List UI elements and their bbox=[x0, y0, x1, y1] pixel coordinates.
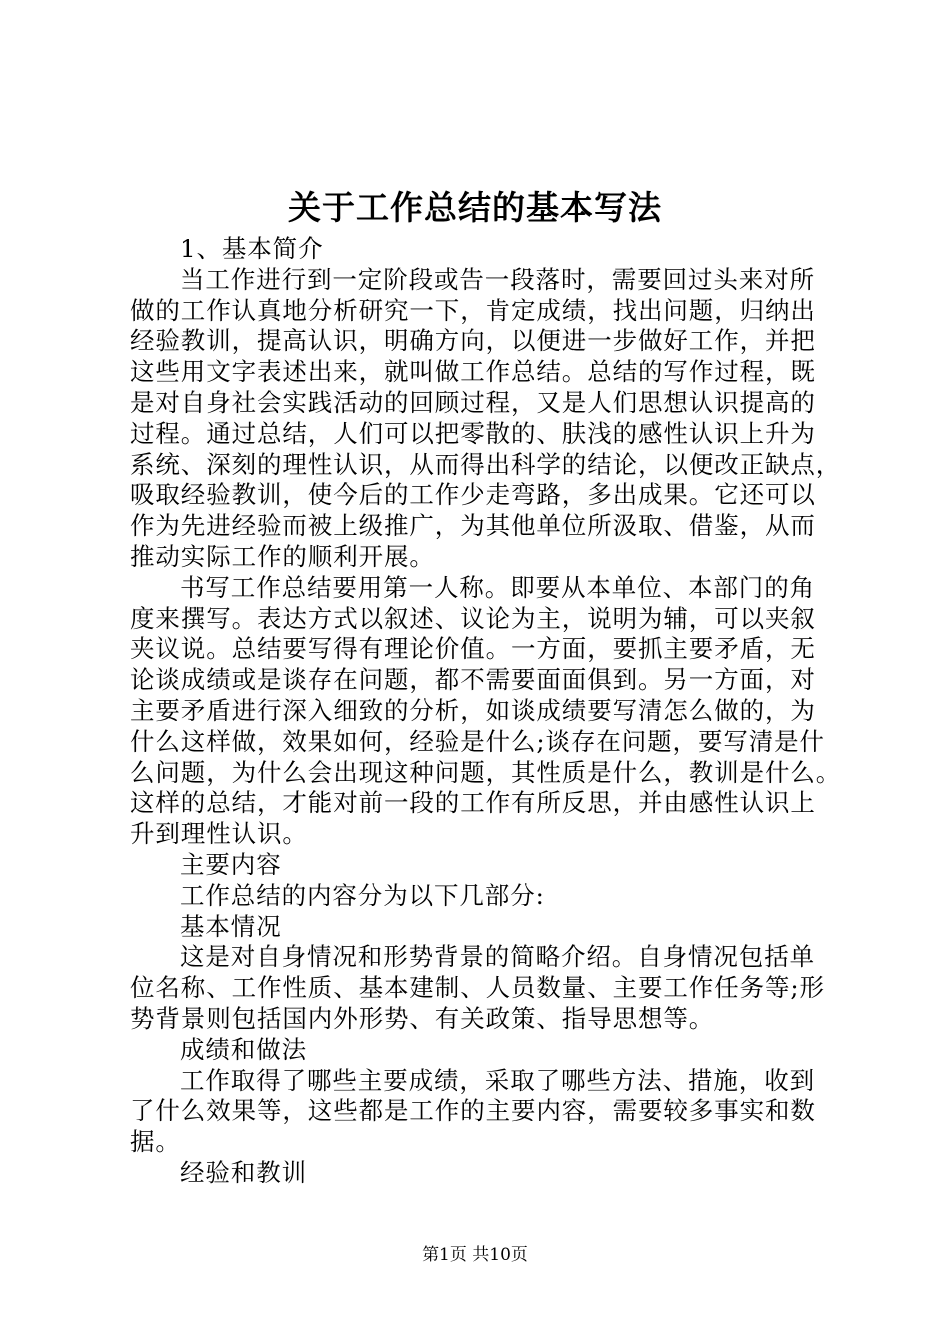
text-line: 系统、深刻的理性认识，从而得出科学的结论，以便改正缺点， bbox=[130, 449, 842, 479]
text-line: 做的工作认真地分析研究一下，肯定成绩，找出问题，归纳出 bbox=[130, 295, 816, 325]
text-line: 当工作进行到一定阶段或告一段落时，需要回过头来对所 bbox=[180, 264, 815, 294]
text-line: 1、基本简介 bbox=[180, 234, 324, 263]
text-line: 夹议说。总结要写得有理论价值。一方面，要抓主要矛盾，无 bbox=[130, 634, 816, 664]
text-line: 作为先进经验而被上级推广，为其他单位所汲取、借鉴，从而 bbox=[130, 511, 816, 541]
text-line: 升到理性认识。 bbox=[130, 819, 308, 849]
page-footer: 第1页 共10页 bbox=[422, 1245, 528, 1265]
text-line: 工作取得了哪些主要成绩，采取了哪些方法、措施，收到 bbox=[180, 1065, 815, 1095]
document-body bbox=[130, 234, 842, 1189]
text-line: 经验教训，提高认识，明确方向，以便进一步做好工作，并把 bbox=[130, 326, 816, 356]
text-line: 吸取经验教训，使今后的工作少走弯路，多出成果。它还可以 bbox=[130, 480, 816, 510]
text-line: 主要矛盾进行深入细致的分析，如谈成绩要写清怎么做的，为 bbox=[130, 695, 816, 725]
text-line: 什么这样做，效果如何，经验是什么;谈存在问题，要写清是什 bbox=[130, 726, 825, 756]
text-line: 论谈成绩或是谈存在问题，都不需要面面俱到。另一方面，对 bbox=[130, 665, 816, 695]
text-line: 过程。通过总结，人们可以把零散的、肤浅的感性认识上升为 bbox=[130, 418, 816, 448]
text-line: 基本情况 bbox=[180, 911, 282, 941]
text-line: 据。 bbox=[130, 1127, 181, 1157]
text-line: 经验和教训 bbox=[180, 1157, 307, 1187]
text-line: 成绩和做法 bbox=[180, 1034, 307, 1064]
text-line: 主要内容 bbox=[180, 849, 282, 879]
text-line: 了什么效果等，这些都是工作的主要内容，需要较多事实和数 bbox=[130, 1096, 816, 1126]
text-line: 工作总结的内容分为以下几部分: bbox=[180, 880, 545, 910]
text-line: 这是对自身情况和形势背景的简略介绍。自身情况包括单 bbox=[180, 942, 815, 972]
text-line: 推动实际工作的顺利开展。 bbox=[130, 541, 435, 571]
text-line: 是对自身社会实践活动的回顾过程，又是人们思想认识提高的 bbox=[130, 387, 816, 417]
text-line: 位名称、工作性质、基本建制、人员数量、主要工作任务等;形 bbox=[130, 973, 825, 1003]
text-line: 书写工作总结要用第一人称。即要从本单位、本部门的角 bbox=[180, 572, 815, 602]
document-title: 关于工作总结的基本写法 bbox=[288, 188, 662, 227]
text-line: 度来撰写。表达方式以叙述、议论为主，说明为辅，可以夹叙 bbox=[130, 603, 816, 633]
text-line: 这些用文字表述出来，就叫做工作总结。总结的写作过程，既 bbox=[130, 357, 816, 387]
text-line: 么问题，为什么会出现这种问题，其性质是什么，教训是什么。 bbox=[130, 757, 842, 787]
text-line: 势背景则包括国内外形势、有关政策、指导思想等。 bbox=[130, 1003, 715, 1033]
text-line: 这样的总结，才能对前一段的工作有所反思，并由感性认识上 bbox=[130, 788, 816, 818]
